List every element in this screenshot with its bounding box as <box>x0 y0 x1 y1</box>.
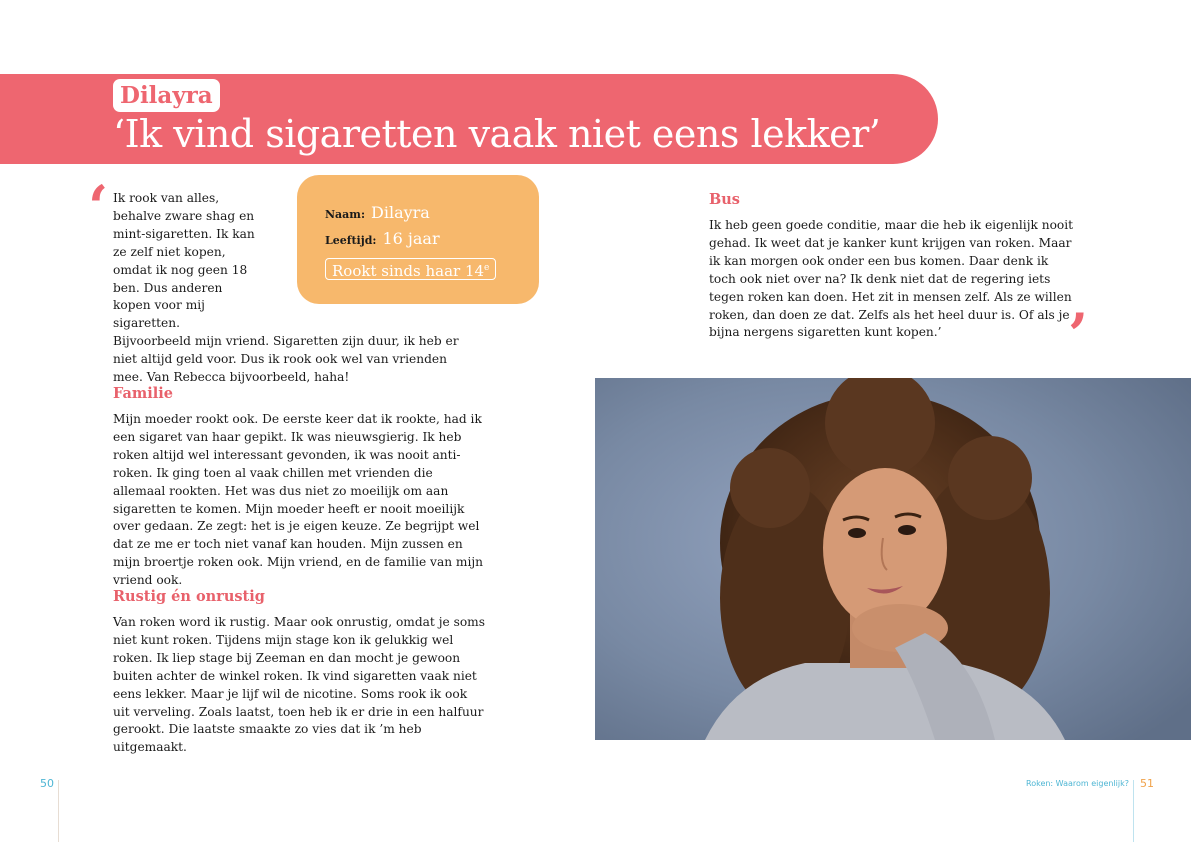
smoking-since-text: Rookt sinds haar 14 <box>332 262 485 280</box>
section-heading-familie: Familie <box>113 385 173 402</box>
profile-card <box>297 175 539 304</box>
page-number-right: 51 <box>1140 777 1154 790</box>
smoking-since-badge <box>325 258 496 280</box>
portrait-illustration <box>595 378 1191 740</box>
profile-age-row <box>325 229 440 249</box>
page-number-left: 50 <box>40 777 54 790</box>
page-rule-left <box>58 780 59 842</box>
profile-name-label: Naam: <box>325 208 366 221</box>
section-text-rustig: Van roken word ik rustig. Maar ook onrustig, omdat je soms niet kunt roken. Tijdens mijn stage kon ik gelukkig wel roken. Ik liep stage bij Zeeman en dan mocht je gewoon buiten achter de winkel roken. Ik vind sigaretten vaak niet eens lekker. Maar je lijf wil de nicotine. Soms rook ik ook uit verveling. Zoals laatst, toen heb ik er drie in een halfuur gerookt. Die laatste smaakte zo vies dat ik ’m heb uitgemaakt. <box>113 615 485 755</box>
running-title: Roken: Waarom eigenlijk? <box>1026 779 1129 788</box>
open-quote-mark: ‘ <box>88 173 109 241</box>
section-text-bus: Ik heb geen goede conditie, maar die heb ik eigenlijk nooit gehad. Ik weet dat je kanker kunt krijgen van roken. Maar ik kan morgen ook onder een bus komen. Daar denk ik toch ook niet over na? Ik denk niet dat de regering iets tegen roken kan doen. Het zit in mensen zelf. Als ze willen roken, dan doen ze dat. Zelfs als het heel duur is. Of als je bijna nergens sigaretten kunt kopen.’ <box>709 218 1074 340</box>
page-headline: ‘Ik vind sigaretten vaak niet eens lekker’ <box>113 112 881 156</box>
section-heading-bus: Bus <box>709 191 740 208</box>
profile-name-value: Dilayra <box>371 203 430 222</box>
section-heading-rustig: Rustig én onrustig <box>113 588 265 605</box>
page-rule-right <box>1133 780 1134 842</box>
portrait-photo <box>595 378 1191 740</box>
profile-age-label: Leeftijd: <box>325 234 377 247</box>
profile-name-row <box>325 203 430 223</box>
name-tag: Dilayra <box>113 79 220 112</box>
intro-text: Ik rook van alles, behalve zware shag en mint-sigaretten. Ik kan ze zelf niet kopen, omdat ik nog geen 18 ben. Dus anderen kopen voor mij sigaretten. Bijvoorbeeld mijn vriend. Sigaretten zijn duur, ik heb er niet altijd geld voor. Dus ik rook ook wel van vrienden mee. Van Rebecca bijvoorbeeld, haha! <box>113 191 459 385</box>
profile-age-value: 16 jaar <box>382 229 440 248</box>
section-text-familie: Mijn moeder rookt ook. De eerste keer dat ik rookte, had ik een sigaret van haar gepikt. Ik was nieuwsgierig. Ik heb roken altijd wel interessant gevonden, ik was nooit anti-roken. Ik ging toen al vaak chillen met vrienden die allemaal rookten. Het was dus niet zo moeilijk om aan sigaretten te komen. Mijn moeder heeft er nooit moeilijk over gedaan. Ze zegt: het is je eigen keuze. Ze begrijpt wel dat ze me er toch niet vanaf kan houden. Mijn zussen en mijn broertje roken ook. Mijn vriend, en de familie van mijn vriend ook. <box>113 412 484 588</box>
smoking-since-suffix: e <box>484 263 490 273</box>
close-quote-mark: ’ <box>1068 301 1089 369</box>
